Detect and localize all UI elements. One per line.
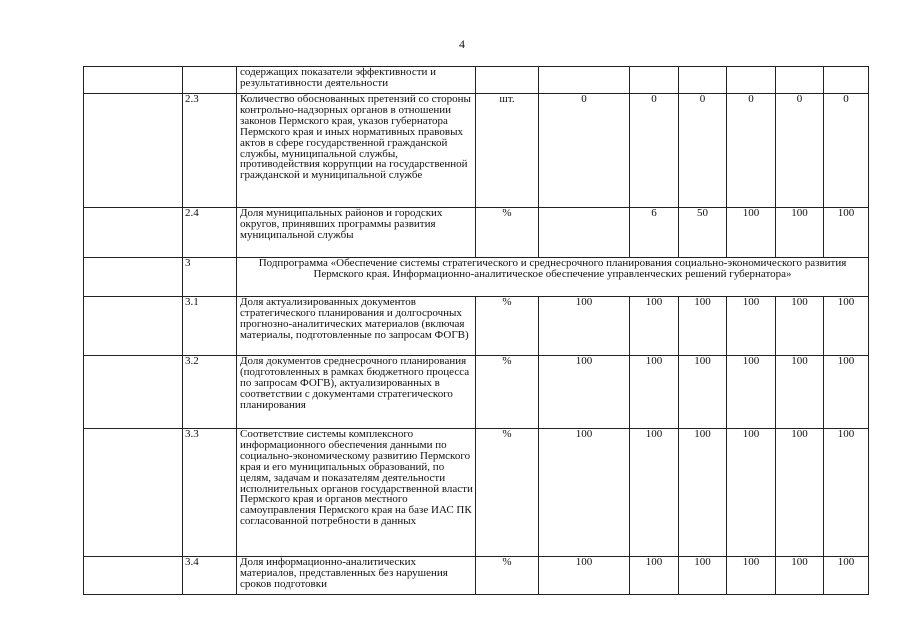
indicator-name: Доля документов среднесрочного планирования (подготовленных в рамках бюджетного процесса по запросам ФОГВ), актуализированных в соответствии с документами стратегического планирования bbox=[237, 356, 476, 429]
value-cell bbox=[824, 67, 869, 94]
value-cell: 100 bbox=[727, 356, 776, 429]
value-cell: 100 bbox=[824, 356, 869, 429]
row-code: 3.4 bbox=[183, 557, 237, 595]
value-cell: 0 bbox=[539, 94, 630, 208]
value-cell: 100 bbox=[727, 297, 776, 356]
row-code: 2.3 bbox=[183, 94, 237, 208]
value-cell: 100 bbox=[679, 356, 727, 429]
value-cell: 100 bbox=[776, 356, 824, 429]
blank-cell bbox=[84, 258, 183, 297]
table-row bbox=[84, 557, 869, 595]
value-cell: 100 bbox=[539, 429, 630, 557]
row-code: 3.2 bbox=[183, 356, 237, 429]
table-row bbox=[84, 94, 869, 208]
row-code: 3 bbox=[183, 258, 237, 297]
indicator-name: Доля муниципальных районов и городских округов, принявших программы развития муниципальной службы bbox=[237, 208, 476, 258]
value-cell: 100 bbox=[630, 356, 679, 429]
value-cell: 100 bbox=[539, 557, 630, 595]
blank-cell bbox=[84, 557, 183, 595]
value-cell bbox=[679, 67, 727, 94]
value-cell: 100 bbox=[776, 297, 824, 356]
value-cell: 100 bbox=[539, 356, 630, 429]
value-cell: 100 bbox=[824, 429, 869, 557]
table-row bbox=[84, 67, 869, 94]
value-cell bbox=[539, 67, 630, 94]
value-cell: 100 bbox=[679, 429, 727, 557]
unit-cell: % bbox=[476, 297, 539, 356]
indicators-table bbox=[83, 66, 869, 595]
blank-cell bbox=[84, 356, 183, 429]
value-cell: 100 bbox=[630, 297, 679, 356]
subprogram-title: Подпрограмма «Обеспечение системы стратегического и среднесрочного планирования социально-экономического развития Пермского края. Информационно-аналитическое обеспечение управленческих решений губернатора» bbox=[237, 258, 869, 297]
indicator-name: содержащих показатели эффективности и результативности деятельности bbox=[237, 67, 476, 94]
blank-cell bbox=[84, 297, 183, 356]
row-code bbox=[183, 67, 237, 94]
value-cell: 100 bbox=[727, 557, 776, 595]
value-cell: 100 bbox=[776, 208, 824, 258]
value-cell bbox=[630, 67, 679, 94]
table-row bbox=[84, 429, 869, 557]
indicator-name: Доля актуализированных документов стратегического планирования и долгосрочных прогнозно-аналитических материалов (включая материалы, подготовленные по запросам ФОГВ) bbox=[237, 297, 476, 356]
value-cell: 100 bbox=[776, 557, 824, 595]
value-cell: 0 bbox=[824, 94, 869, 208]
value-cell: 100 bbox=[727, 208, 776, 258]
row-code: 2.4 bbox=[183, 208, 237, 258]
indicator-name: Соответствие системы комплексного информационного обеспечения данными по социально-экономическому развитию Пермского края и его муниципальных образований, по целям, задачам и показателям деятельности исполнительных органов государственной власти Пермского края и органов местного самоуправления Пермского края на базе ИАС ПК согласованной потребности в данных bbox=[237, 429, 476, 557]
unit-cell bbox=[476, 67, 539, 94]
indicator-name: Доля информационно-аналитических материалов, представленных без нарушения сроков подготовки bbox=[237, 557, 476, 595]
value-cell: 100 bbox=[727, 429, 776, 557]
value-cell: 0 bbox=[679, 94, 727, 208]
value-cell: 100 bbox=[824, 557, 869, 595]
row-code: 3.3 bbox=[183, 429, 237, 557]
blank-cell bbox=[84, 67, 183, 94]
unit-cell: % bbox=[476, 429, 539, 557]
value-cell: 0 bbox=[630, 94, 679, 208]
table-row bbox=[84, 297, 869, 356]
value-cell: 0 bbox=[727, 94, 776, 208]
unit-cell: % bbox=[476, 208, 539, 258]
value-cell: 50 bbox=[679, 208, 727, 258]
value-cell: 100 bbox=[776, 429, 824, 557]
value-cell: 0 bbox=[776, 94, 824, 208]
value-cell: 100 bbox=[630, 429, 679, 557]
value-cell bbox=[727, 67, 776, 94]
value-cell: 6 bbox=[630, 208, 679, 258]
blank-cell bbox=[84, 208, 183, 258]
table-row bbox=[84, 356, 869, 429]
unit-cell: % bbox=[476, 557, 539, 595]
value-cell: 100 bbox=[679, 297, 727, 356]
value-cell: 100 bbox=[630, 557, 679, 595]
page-number: 4 bbox=[459, 37, 465, 51]
indicator-name: Количество обоснованных претензий со стороны контрольно-надзорных органов в отношении законов Пермского края, указов губернатора Пермского края и иных нормативных правовых актов в сфере государственной гражданской службы, муниципальной службы, противодействия коррупции на государственной гражданской и муниципальной службе bbox=[237, 94, 476, 208]
value-cell: 100 bbox=[824, 208, 869, 258]
value-cell: 100 bbox=[679, 557, 727, 595]
table-row bbox=[84, 208, 869, 258]
value-cell: 100 bbox=[539, 297, 630, 356]
unit-cell: % bbox=[476, 356, 539, 429]
subprogram-row bbox=[84, 258, 869, 297]
blank-cell bbox=[84, 429, 183, 557]
value-cell: 100 bbox=[824, 297, 869, 356]
blank-cell bbox=[84, 94, 183, 208]
value-cell bbox=[776, 67, 824, 94]
row-code: 3.1 bbox=[183, 297, 237, 356]
unit-cell: шт. bbox=[476, 94, 539, 208]
value-cell bbox=[539, 208, 630, 258]
